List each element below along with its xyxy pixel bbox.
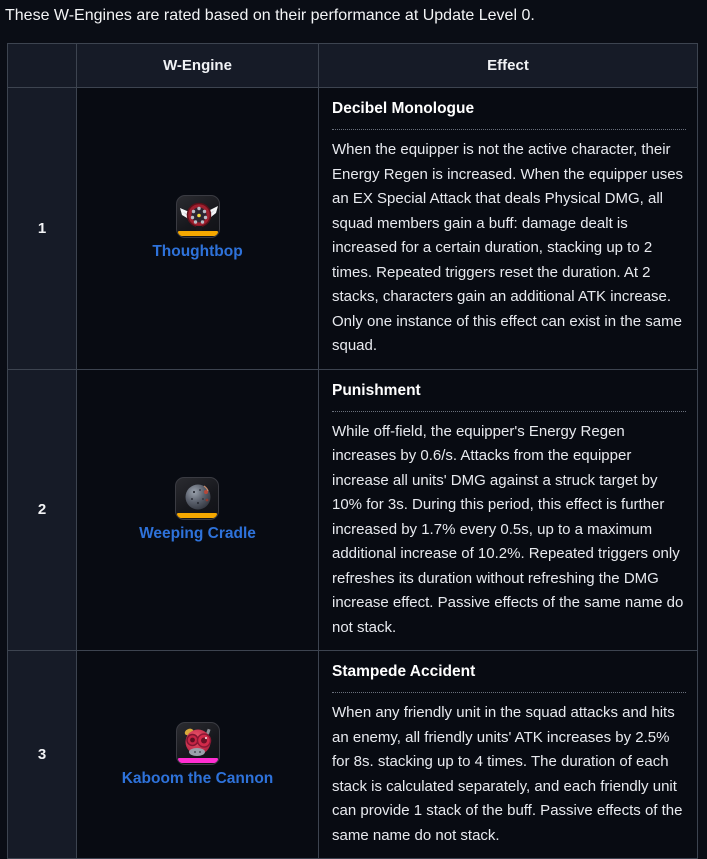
rank-column-header: [8, 44, 77, 88]
rank-cell: 1: [8, 88, 77, 370]
wengine-entry: [139, 477, 256, 543]
effect-title: Punishment: [332, 381, 421, 399]
rank-cell: 2: [8, 369, 77, 651]
wengine-cell: [77, 369, 319, 651]
effect-cell: [319, 651, 698, 859]
effect-cell: [319, 88, 698, 370]
kaboom-the-cannon-engine-icon[interactable]: [176, 722, 220, 765]
intro-text: These W-Engines are rated based on their performance at Update Level 0.: [5, 7, 535, 24]
effect-column-header: Effect: [319, 44, 698, 88]
table-row: [8, 369, 698, 651]
rarity-bar: [177, 513, 217, 518]
effect-text: When the equipper is not the active character, their Energy Regen is increased. When the equipper uses an EX Special Attack that deals Physical DMG, all squad members gain a buff: damage dealt is increased for a certain duration, stacking up to 2 times. Repeated triggers reset the duration. At 2 stacks, characters gain an additional ATK increase. Only one instance of this effect can exist in the same squad.: [332, 141, 684, 354]
rarity-bar: [178, 231, 218, 236]
thoughtbop-icon-art: [177, 196, 220, 234]
wengine-link[interactable]: Thoughtbop: [152, 243, 243, 261]
effect-cell: [319, 369, 698, 651]
wengine-entry: [122, 722, 274, 788]
effect-divider: [332, 692, 686, 693]
effect-title: Decibel Monologue: [332, 100, 475, 117]
wengine-entry: [152, 195, 242, 261]
wengine-link[interactable]: Weeping Cradle: [139, 524, 256, 542]
wengine-cell: [77, 88, 319, 370]
rank-cell: 3: [8, 651, 77, 859]
kaboom-the-cannon-icon-art: [177, 723, 220, 761]
weeping-cradle-engine-icon[interactable]: [175, 477, 219, 520]
effect-divider: [332, 411, 686, 412]
weeping-cradle-icon-art: [176, 478, 219, 516]
wengine-column-header: W-Engine: [77, 44, 319, 88]
wengine-link[interactable]: Kaboom the Cannon: [121, 769, 274, 787]
effect-title: Stampede Accident: [332, 663, 476, 680]
effect-text: When any friendly unit in the squad attacks and hits an enemy, all friendly units' ATK increases by 2.5% for 8s. stacking up to 4 times. The duration of each stack is calculated separately, and each friendly unit can provide 1 stack of the buff. Passive effects of the same name do not stack.: [332, 704, 683, 844]
effect-divider: [332, 129, 686, 130]
rarity-bar: [178, 758, 218, 763]
table-header-row: [8, 44, 698, 88]
table-row: [8, 88, 698, 370]
wengine-cell: [77, 651, 319, 859]
wengine-rating-table: [7, 43, 698, 859]
effect-text: While off-field, the equipper's Energy Regen increases by 0.6/s. Attacks from the equipper increase all units' DMG against a struck target by 10% for 3s. During this period, this effect is further increased by 1.7% every 0.5s, up to a maximum additional increase of 10.2%. Repeated triggers only refreshes its duration without refreshing the DMG increase effect. Passive effects of the same name do not stack.: [332, 422, 684, 636]
table-row: [8, 651, 698, 859]
thoughtbop-engine-icon[interactable]: [176, 195, 220, 238]
